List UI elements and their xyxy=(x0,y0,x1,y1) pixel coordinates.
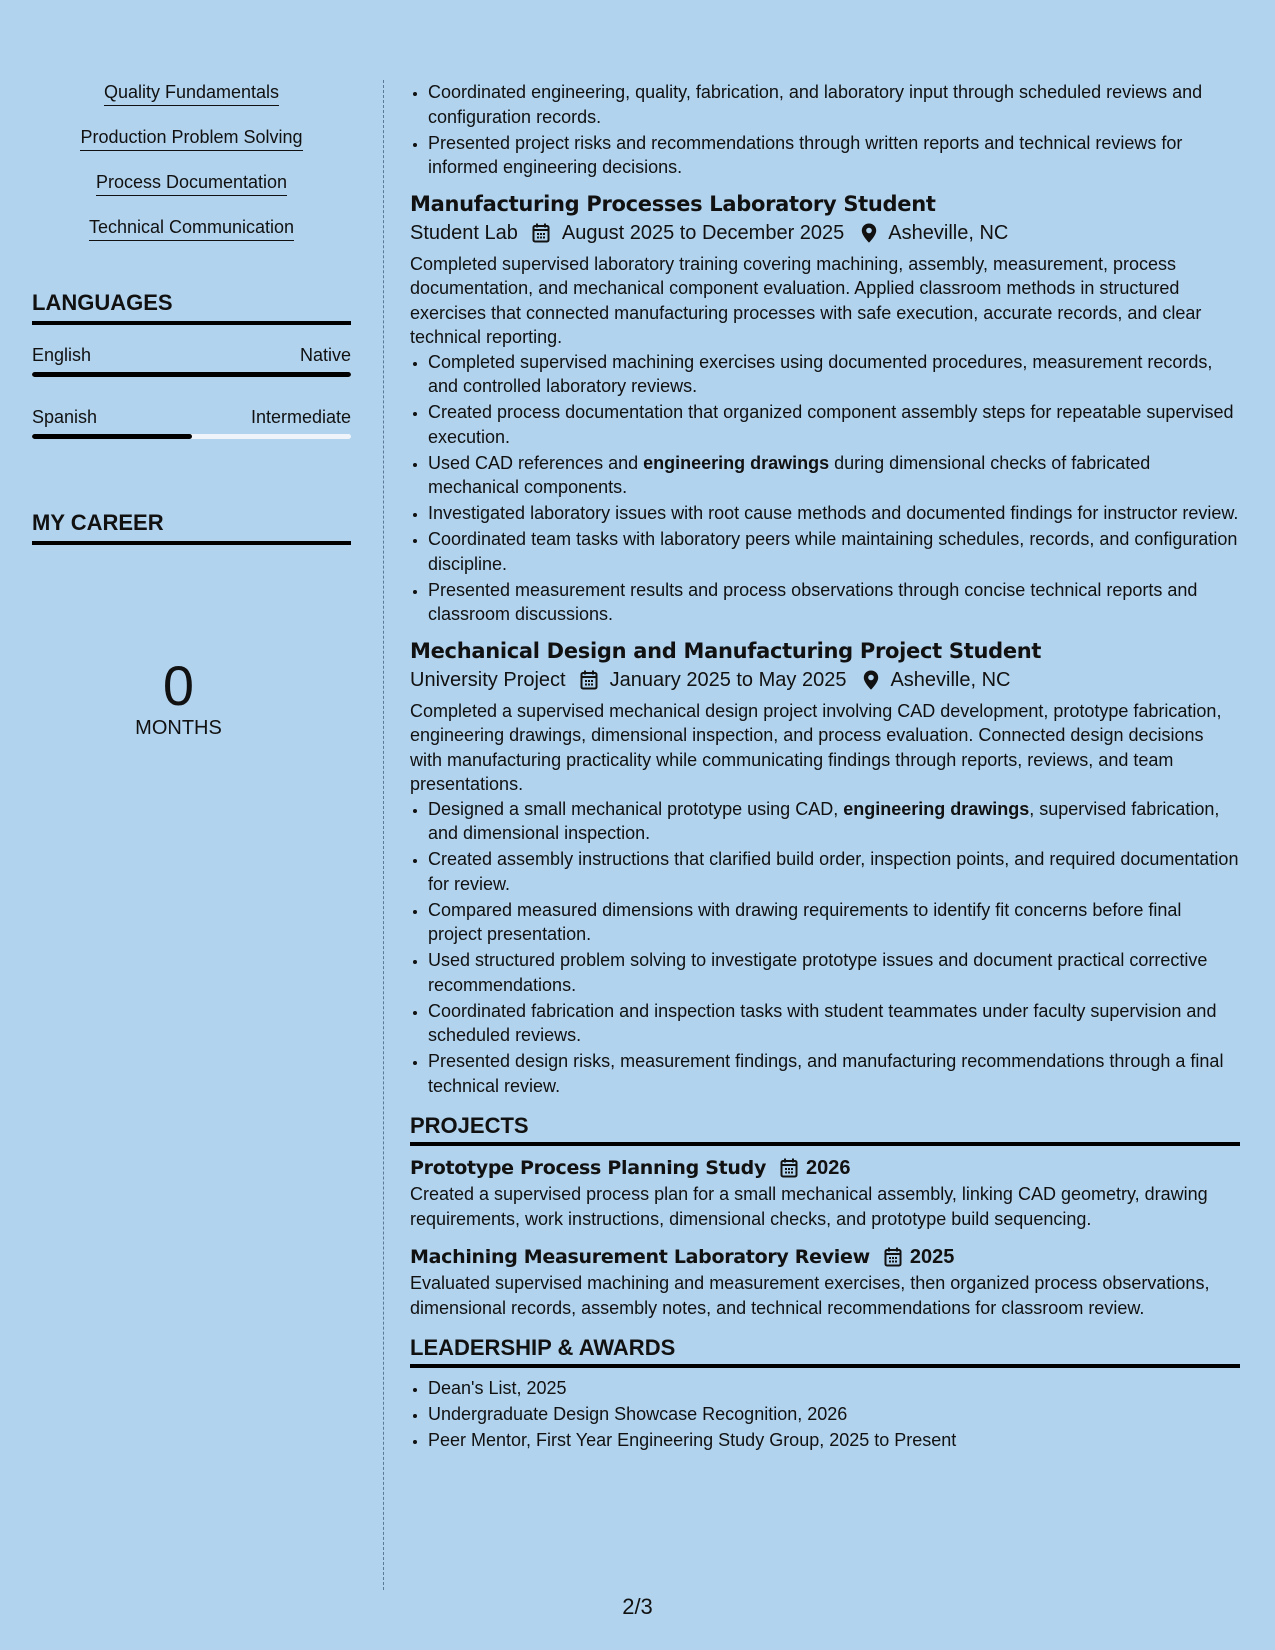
language-level: Intermediate xyxy=(250,407,351,427)
location-pin-icon xyxy=(858,222,880,244)
projects-heading: PROJECTS xyxy=(410,1112,1240,1146)
skills-list xyxy=(32,80,351,260)
list-item: • Investigated laboratory issues with root cause methods and documented findings for instructor review. xyxy=(428,501,1240,526)
list-item: • Presented design risks, measurement findings, and manufacturing recommendations through a final technical review. xyxy=(428,1049,1240,1098)
awards-heading: LEADERSHIP & AWARDS xyxy=(410,1334,1240,1368)
list-item: • Compared measured dimensions with drawing requirements to identify fit concerns before final project presentation. xyxy=(428,898,1240,947)
bullet-text: Designed a small mechanical prototype using CAD, xyxy=(428,798,844,819)
calendar-icon xyxy=(778,1157,800,1179)
list-item xyxy=(428,451,1240,500)
column-divider xyxy=(383,80,384,1590)
project-title: Machining Measurement Laboratory Review xyxy=(410,1246,870,1268)
career-months-unit: MONTHS xyxy=(135,717,222,739)
list-item: • Used structured problem solving to investigate prototype issues and document practical corrective recommendations. xyxy=(428,948,1240,997)
job-location: Asheville, NC xyxy=(890,668,1011,691)
job-title: Manufacturing Processes Laboratory Student xyxy=(410,191,936,216)
language-spanish xyxy=(32,405,351,439)
list-item: • Presented project risks and recommendations through written reports and technical reviews for informed engineering decisions. xyxy=(428,131,1240,180)
continued-bullets xyxy=(410,80,1240,180)
awards-list xyxy=(410,1376,1240,1453)
bullet-text: during dimensional checks of fabricated mechanical components. xyxy=(428,452,1151,497)
job-dates: January 2025 to May 2025 xyxy=(609,668,847,691)
language-level: Native xyxy=(299,345,351,365)
calendar-icon xyxy=(578,669,600,691)
job-summary: Completed a supervised mechanical design project involving CAD development, prototype fabrication, engineering drawings, dimensional inspection, and process evaluation. Connected design decisions with manufacturing practicality while communicating findings through reports, reviews, and team presentations. xyxy=(410,700,1222,794)
project-entry xyxy=(410,1154,1240,1231)
job-entry xyxy=(410,190,1240,627)
job-entry xyxy=(410,637,1240,1099)
proficiency-bar xyxy=(32,434,351,439)
language-name: Spanish xyxy=(32,407,98,427)
list-item: • Undergraduate Design Showcase Recognition, 2026 xyxy=(428,1402,1240,1427)
bullet-bold-text: engineering drawings xyxy=(843,798,1030,819)
job-org: Student Lab xyxy=(410,221,518,244)
skill-item: Quality Fundamentals xyxy=(104,80,279,106)
proficiency-fill xyxy=(32,434,192,439)
job-title: Mechanical Design and Manufacturing Project Student xyxy=(410,638,1042,663)
job-bullets xyxy=(410,797,1240,1099)
job-location: Asheville, NC xyxy=(888,221,1009,244)
skill-item: Process Documentation xyxy=(96,170,287,196)
skill-item: Technical Communication xyxy=(89,215,294,241)
list-item: • Completed supervised machining exercises using documented procedures, measurement records, and controlled laboratory reviews. xyxy=(428,350,1240,399)
page-number: 2/3 xyxy=(622,1594,653,1619)
project-entry xyxy=(410,1243,1240,1320)
job-bullets xyxy=(410,350,1240,627)
calendar-icon xyxy=(882,1246,904,1268)
career-heading: MY CAREER xyxy=(32,509,351,545)
bullet-text: , supervised fabrication, and dimensional inspection. xyxy=(428,798,1220,843)
languages-heading: LANGUAGES xyxy=(32,289,351,325)
job-meta xyxy=(410,665,1240,695)
main-content xyxy=(410,80,1240,1454)
list-item xyxy=(428,797,1240,846)
language-name: English xyxy=(32,345,92,365)
job-summary: Completed supervised laboratory training covering machining, assembly, measurement, process documentation, and mechanical component evaluation. Applied classroom methods in structured exercises that connected manufacturing processes with safe execution, accurate records, and clear technical reporting. xyxy=(410,253,1202,347)
calendar-icon xyxy=(530,222,552,244)
job-org: University Project xyxy=(410,668,566,691)
language-english xyxy=(32,343,351,377)
list-item: • Coordinated fabrication and inspection tasks with student teammates under faculty supervision and scheduled reviews. xyxy=(428,999,1240,1048)
proficiency-fill xyxy=(32,372,351,377)
project-description: Evaluated supervised machining and measurement exercises, then organized process observations, dimensional records, assembly notes, and technical recommendations for classroom review. xyxy=(410,1273,1210,1318)
job-dates: August 2025 to December 2025 xyxy=(561,221,845,244)
career-months-value: 0 xyxy=(162,654,195,717)
list-item: • Dean's List, 2025 xyxy=(428,1376,1240,1401)
job-meta xyxy=(410,218,1240,248)
skill-item: Production Problem Solving xyxy=(80,125,302,151)
list-item: • Presented measurement results and process observations through concise technical reports and classroom discussions. xyxy=(428,578,1240,627)
list-item: • Created assembly instructions that clarified build order, inspection points, and required documentation for review. xyxy=(428,847,1240,896)
location-pin-icon xyxy=(860,669,882,691)
project-year: 2025 xyxy=(909,1246,955,1268)
list-item: • Coordinated engineering, quality, fabrication, and laboratory input through scheduled reviews and configuration records. xyxy=(428,80,1240,129)
list-item: • Coordinated team tasks with laboratory peers while maintaining schedules, records, and configuration discipline. xyxy=(428,527,1240,576)
bullet-text: Used CAD references and xyxy=(428,452,644,473)
list-item: • Created process documentation that organized component assembly steps for repeatable supervised execution. xyxy=(428,400,1240,449)
project-year: 2026 xyxy=(806,1157,851,1179)
project-title: Prototype Process Planning Study xyxy=(410,1157,767,1179)
sidebar xyxy=(32,80,351,740)
bullet-bold-text: engineering drawings xyxy=(643,452,830,473)
list-item: • Peer Mentor, First Year Engineering Study Group, 2025 to Present xyxy=(428,1428,1240,1453)
project-description: Created a supervised process plan for a small mechanical assembly, linking CAD geometry, drawing requirements, work instructions, dimensional checks, and prototype build sequencing. xyxy=(410,1184,1208,1229)
proficiency-bar xyxy=(32,372,351,377)
